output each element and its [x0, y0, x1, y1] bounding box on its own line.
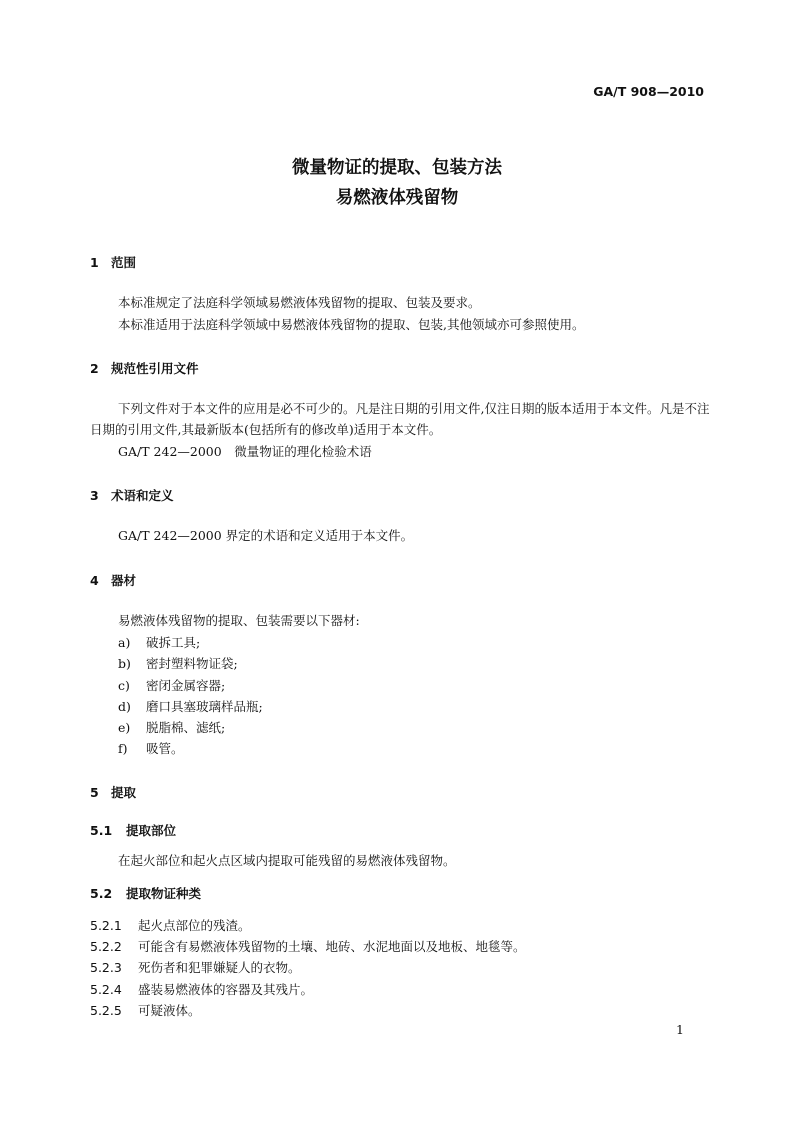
section-5-2-heading — [90, 884, 201, 902]
list-item — [118, 654, 238, 672]
subclause-text: 可疑液体。 — [138, 1003, 201, 1018]
list-label: c) — [118, 678, 130, 693]
section-title: 范围 — [111, 255, 137, 270]
section-title: 器材 — [111, 573, 137, 588]
section-number: 2 — [90, 361, 99, 376]
section-number: 1 — [90, 255, 99, 270]
subclause-text: 起火点部位的残渣。 — [138, 918, 251, 933]
list-text: 吸管。 — [146, 741, 184, 756]
section-1-heading — [90, 253, 136, 271]
subclause-item — [90, 958, 301, 976]
subclause-number: 5.2.1 — [90, 918, 122, 933]
subclause-number: 5.2.3 — [90, 960, 122, 975]
document-subtitle: 易燃液体残留物 — [335, 188, 459, 208]
section-number: 3 — [90, 488, 99, 503]
list-text: 磨口具塞玻璃样品瓶; — [146, 699, 263, 714]
subclause-number: 5.2.4 — [90, 982, 122, 997]
subclause-item — [90, 980, 313, 998]
list-label: d) — [118, 699, 131, 714]
section-title: 提取物证种类 — [126, 886, 202, 901]
section-number: 5 — [90, 785, 99, 800]
subclause-number: 5.2.5 — [90, 1003, 122, 1018]
section-1-paragraph: 本标准规定了法庭科学领域易燃液体残留物的提取、包装及要求。 — [118, 295, 481, 310]
section-2-heading — [90, 359, 199, 377]
document-title: 微量物证的提取、包装方法 — [292, 158, 502, 178]
subclause-item — [90, 916, 251, 934]
list-label: b) — [118, 656, 131, 671]
list-item — [118, 633, 200, 651]
list-item — [118, 676, 225, 694]
subclause-item — [90, 937, 526, 955]
section-number: 5.2 — [90, 886, 113, 901]
section-1-paragraph: 本标准适用于法庭科学领域中易燃液体残留物的提取、包装,其他领域亦可参照使用。 — [118, 317, 585, 332]
section-number: 5.1 — [90, 823, 113, 838]
list-item — [118, 739, 184, 757]
section-5-1-paragraph: 在起火部位和起火点区域内提取可能残留的易燃液体残留物。 — [118, 853, 456, 868]
section-5-heading — [90, 783, 136, 801]
subclause-item — [90, 1001, 201, 1019]
list-text: 密封塑料物证袋; — [146, 656, 238, 671]
list-item — [118, 697, 263, 715]
section-title: 提取 — [111, 785, 137, 800]
section-number: 4 — [90, 573, 99, 588]
section-4-heading — [90, 571, 136, 589]
list-text: 破拆工具; — [146, 635, 201, 650]
section-title: 提取部位 — [126, 823, 177, 838]
section-2-paragraph: 下列文件对于本文件的应用是必不可少的。凡是注日期的引用文件,仅注日期的版本适用于本文件。凡是不注日期的引用文件,其最新版本(包括所有的修改单)适用于本文件。 — [90, 401, 710, 437]
section-3-paragraph: GA/T 242—2000 界定的术语和定义适用于本文件。 — [118, 528, 414, 543]
list-label: f) — [118, 741, 128, 756]
list-item — [118, 718, 225, 736]
section-title: 术语和定义 — [111, 488, 174, 503]
subclause-text: 可能含有易燃液体残留物的土壤、地砖、水泥地面以及地板、地毯等。 — [138, 939, 526, 954]
section-title: 规范性引用文件 — [111, 361, 199, 376]
page-number: 1 — [676, 1022, 684, 1037]
section-5-1-heading — [90, 821, 176, 839]
list-text: 密闭金属容器; — [146, 678, 226, 693]
standard-number: GA/T 908—2010 — [593, 84, 704, 99]
section-3-heading — [90, 486, 174, 504]
subclause-text: 盛装易燃液体的容器及其残片。 — [138, 982, 314, 997]
subclause-text: 死伤者和犯罪嫌疑人的衣物。 — [138, 960, 301, 975]
list-label: a) — [118, 635, 131, 650]
section-4-paragraph: 易燃液体残留物的提取、包装需要以下器材: — [118, 613, 360, 628]
list-text: 脱脂棉、滤纸; — [146, 720, 226, 735]
subclause-number: 5.2.2 — [90, 939, 122, 954]
normative-reference: GA/T 242—2000 微量物证的理化检验术语 — [118, 444, 372, 459]
list-label: e) — [118, 720, 131, 735]
